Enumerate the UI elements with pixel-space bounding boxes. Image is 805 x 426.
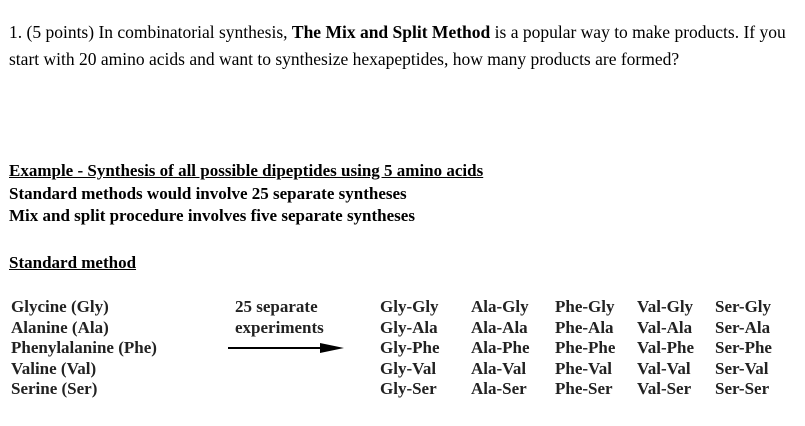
dipeptide-column (555, 297, 615, 400)
example-line-standard: Standard methods would involve 25 separate syntheses (9, 183, 407, 203)
dipeptide-cell: Ala-Gly (471, 297, 529, 316)
dipeptide-column (715, 297, 772, 400)
dipeptide-cell: Ala-Ser (471, 379, 527, 398)
amino-acid-item: Alanine (Ala) (11, 317, 109, 337)
experiments-label-line: experiments (235, 317, 324, 337)
dipeptide-cell: Ala-Ala (471, 317, 528, 337)
dipeptide-cell: Ser-Phe (715, 338, 772, 357)
dipeptide-cell: Ala-Phe (471, 338, 530, 357)
dipeptide-cell: Val-Ser (637, 379, 692, 398)
dipeptide-cell: Phe-Ser (555, 379, 613, 398)
dipeptide-cell: Ser-Gly (715, 297, 772, 316)
amino-acid-item: Valine (Val) (11, 358, 97, 378)
dipeptide-column (637, 297, 694, 400)
dipeptide-cell: Val-Phe (637, 338, 694, 357)
dipeptide-cell: Gly-Gly (380, 297, 439, 316)
question-text (9, 19, 794, 72)
question-bold-term: The Mix and Split Method (291, 22, 491, 42)
amino-acid-item: Glycine (Gly) (11, 297, 109, 316)
dipeptide-cell: Val-Gly (637, 297, 694, 316)
dipeptide-cell: Val-Val (637, 358, 691, 378)
dipeptide-cell: Ser-Ala (715, 317, 771, 337)
dipeptide-cell: Ser-Ser (715, 379, 770, 398)
example-line-mixsplit: Mix and split procedure involves five separate syntheses (9, 206, 415, 225)
arrow-right-icon (228, 341, 346, 355)
experiments-label (235, 297, 324, 338)
dipeptide-cell: Gly-Phe (380, 338, 440, 357)
dipeptide-cell: Phe-Phe (555, 338, 616, 357)
question-suffix: is a popular way to make products. If you start with 20 amino acids and want to synthesize hexapeptides, how many products are formed? (9, 22, 786, 69)
amino-acid-list (11, 297, 157, 400)
dipeptide-cell: Ala-Val (471, 358, 527, 378)
dipeptide-cell: Gly-Val (380, 358, 437, 378)
example-title: Example - Synthesis of all possible dipeptides using 5 amino acids (9, 161, 484, 180)
dipeptide-cell: Val-Ala (637, 317, 693, 337)
dipeptide-cell: Gly-Ser (380, 379, 437, 398)
dipeptide-cell: Phe-Val (555, 358, 612, 378)
experiments-label-line: 25 separate (235, 297, 318, 316)
example-block (9, 160, 483, 228)
amino-acid-item: Serine (Ser) (11, 379, 98, 398)
standard-method-heading: Standard method (9, 253, 137, 272)
question-prefix: 1. (5 points) In combinatorial synthesis, (9, 22, 292, 42)
dipeptide-column (471, 297, 530, 400)
dipeptide-cell: Phe-Gly (555, 297, 615, 316)
dipeptide-column (380, 297, 440, 400)
amino-acid-item: Phenylalanine (Phe) (11, 338, 157, 357)
dipeptide-cell: Ser-Val (715, 358, 769, 378)
dipeptide-cell: Phe-Ala (555, 317, 614, 337)
dipeptide-cell: Gly-Ala (380, 317, 438, 337)
